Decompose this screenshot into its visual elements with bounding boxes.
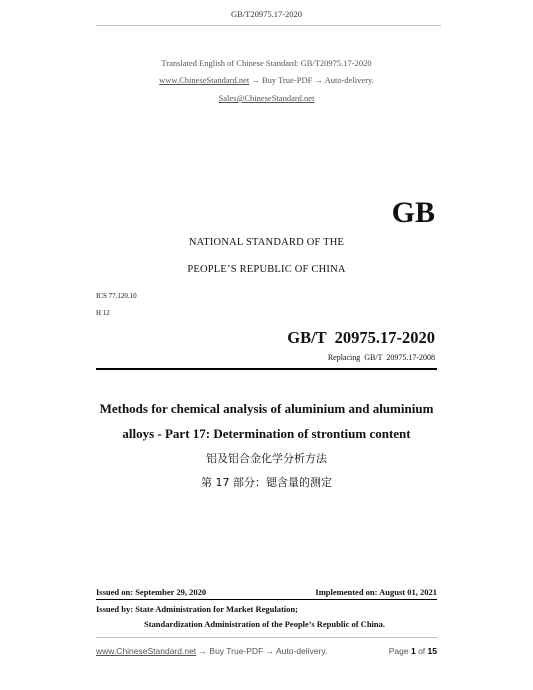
site-link[interactable]: www.ChineseStandard.net [159,75,250,85]
page-label: Page [388,646,409,656]
header-rule [96,25,441,26]
implemented-on-date: Implemented on: August 01, 2021 [315,587,437,597]
issued-on-date: Issued on: September 29, 2020 [96,587,207,597]
chinese-title-line2: 第 17 部分：锶含量的测定 [201,476,332,489]
dates-row [96,587,437,597]
footer-rule [96,637,437,638]
page-total: 15 [427,646,437,656]
title-rule [96,368,437,370]
issued-by-line2: Standardization Administration of the People’s Republic of China. [144,619,386,629]
ccs-code: H 12 [96,309,110,317]
gb-mark: GB [391,196,435,229]
title-line1: Methods for chemical analysis of aluminium and aluminium [99,401,434,416]
dates-rule [96,599,437,600]
national-standard-line1: NATIONAL STANDARD OF THE [188,237,345,248]
running-header: GB/T20975.17-2020 [230,9,303,19]
chinese-title-line1: 铝及铝合金化学分析方法 [206,452,327,465]
purchase-line [0,75,533,85]
footer-site-link[interactable]: www.ChineseStandard.net [96,646,197,656]
footer [96,646,437,656]
issued-by-line1: Issued by: State Administration for Market Regulation; [96,604,298,614]
ics-code: ICS 77.120.10 [96,292,137,300]
email-line [0,93,533,103]
email-link[interactable]: Sales@ChineseStandard.net [218,93,315,103]
page-counter [389,646,437,656]
national-standard-line2: PEOPLE’S REPUBLIC OF CHINA [187,264,346,275]
standard-code: GB/T 20975.17-2020 [287,328,435,347]
title-line2: alloys - Part 17: Determination of strontium content [122,426,411,441]
footer-buy-text: → Buy True-PDF → Auto-delivery. [198,646,328,656]
page-number: 1 [410,646,416,656]
of-label: of [418,646,426,656]
replacing-note: Replacing GB/T 20975.17-2008 [327,353,435,362]
buy-text: → Buy True-PDF → Auto-delivery. [251,75,374,85]
translation-notice: Translated English of Chinese Standard: GB/T20975.17-2020 [161,58,372,68]
